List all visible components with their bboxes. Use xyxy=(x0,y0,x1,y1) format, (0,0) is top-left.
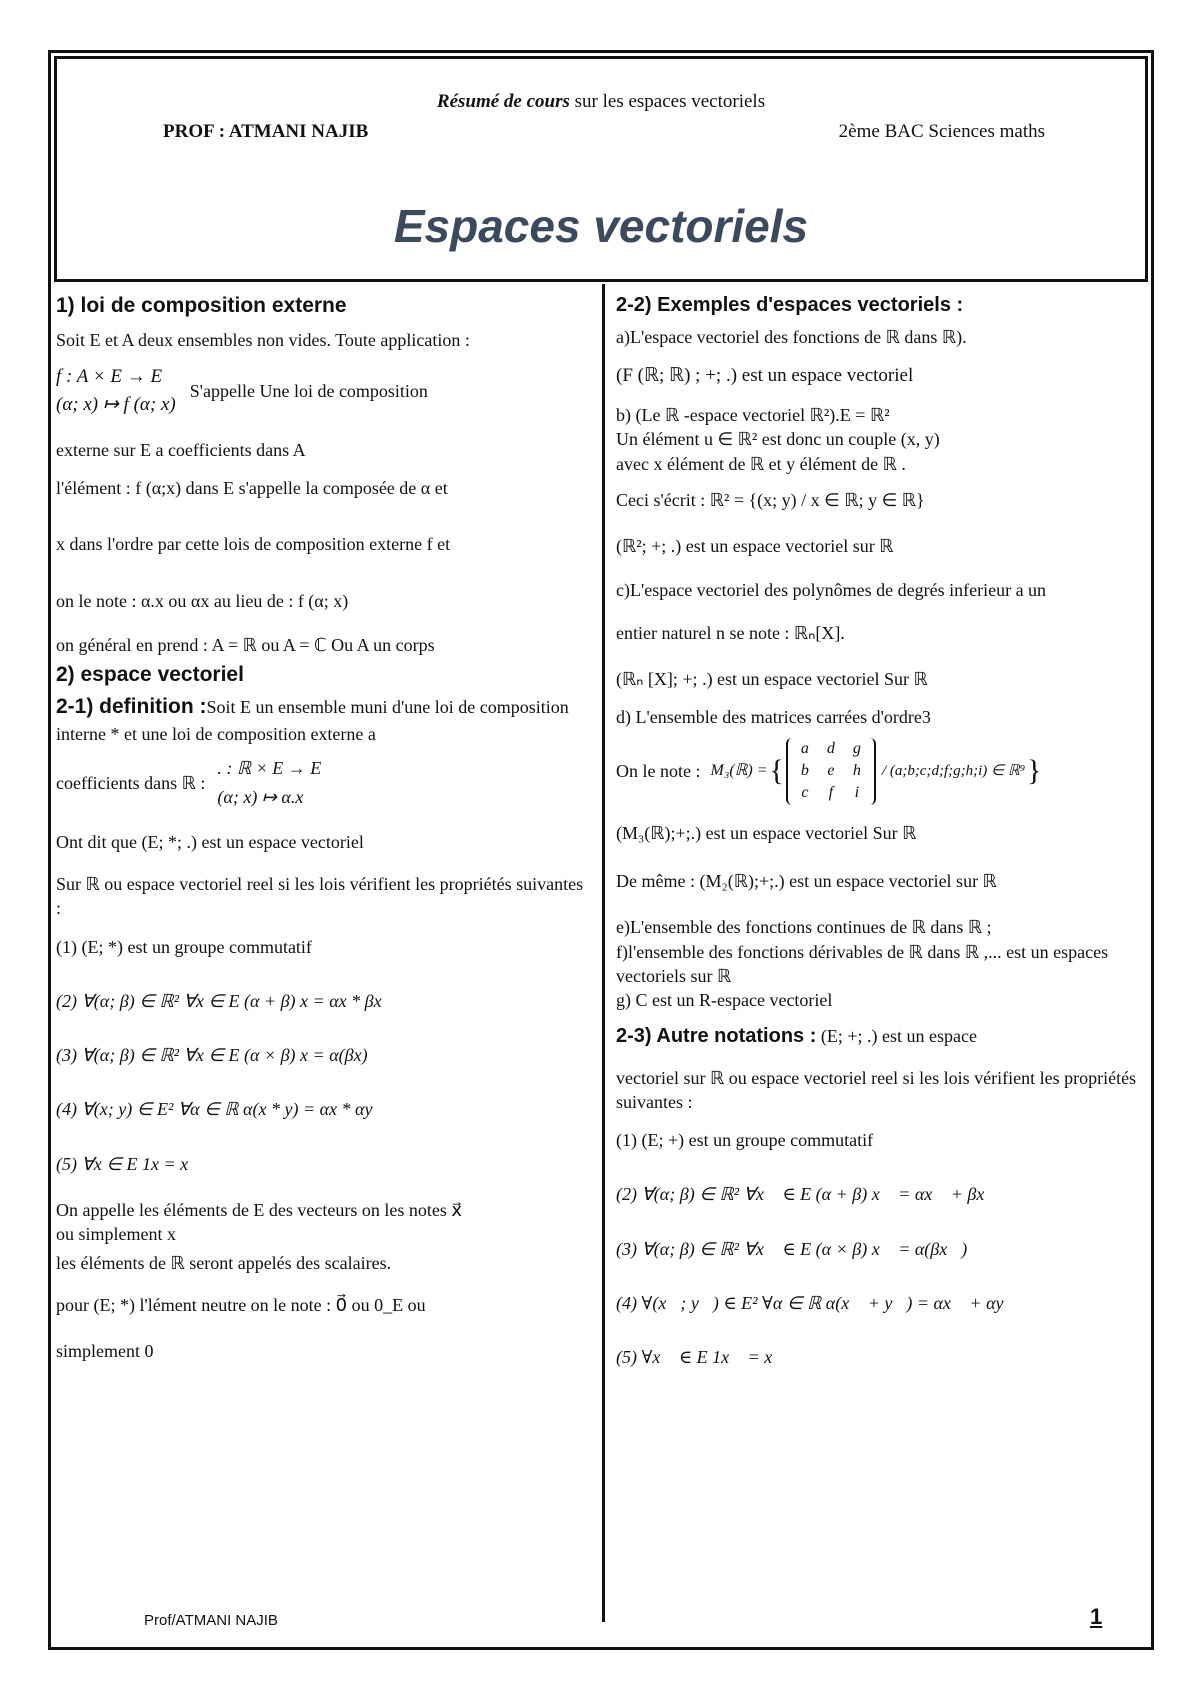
subsection-heading: 2-3) Autre notations : xyxy=(616,1024,817,1047)
axiom-1: (1) (E; *) est un groupe commutatif xyxy=(56,936,312,957)
level-line: 2ème BAC Sciences maths xyxy=(838,121,1045,142)
text: (ℝₙ [X]; +; .) est un espace vectoriel Sur ℝ xyxy=(616,669,928,690)
right-column xyxy=(616,292,1146,1370)
axiom-3: (3) ∀(α; β) ∈ ℝ² ∀x⃗ ∈ E (α × β) x⃗ = α(βx⃗) xyxy=(616,1238,968,1259)
column-divider xyxy=(602,284,605,1622)
axiom-4: (4) ∀(x; y) ∈ E² ∀α ∈ ℝ α(x * y) = αx * αy xyxy=(56,1099,373,1120)
matrix-cell: c xyxy=(801,784,809,802)
matrix-cell: h xyxy=(852,762,861,779)
brace-close: } xyxy=(1026,753,1042,787)
matrix-cell: g xyxy=(852,739,861,757)
text: coefficients dans ℝ : xyxy=(56,772,206,793)
text: ou simplement x xyxy=(56,1224,176,1245)
text: (ℝ²; +; .) est un espace vectoriel sur ℝ xyxy=(616,536,894,557)
header-box xyxy=(54,56,1148,282)
matrix-cell: b xyxy=(800,762,809,779)
matrix-3x3 xyxy=(786,738,876,805)
text: (M₃(ℝ);+;.) est un espace vectoriel Sur ℝ xyxy=(616,822,917,843)
example-a: a)L'espace vectoriel des fonctions de ℝ dans ℝ). xyxy=(616,327,967,347)
section-2-heading: 2) espace vectoriel xyxy=(56,663,244,687)
axiom-2: (2) ∀(α; β) ∈ ℝ² ∀x⃗ ∈ E (α + β) x⃗ = αx⃗ + βx⃗ xyxy=(616,1184,999,1205)
section-2-3-heading xyxy=(616,1023,1146,1050)
matrix-row xyxy=(792,760,870,782)
matrix-cell: i xyxy=(854,784,860,802)
text: externe sur E a coefficients dans A xyxy=(56,439,306,460)
text: Un élément u ∈ ℝ² est donc un couple (x, y) xyxy=(616,429,940,450)
axiom-2: (2) ∀(α; β) ∈ ℝ² ∀x ∈ E (α + β) x = αx * βx xyxy=(56,990,382,1011)
text: Soit E un ensemble muni d'une loi de composition interne * et une loi de composition externe a xyxy=(56,697,569,744)
text: on général en prend : A = ℝ ou A = ℂ Ou A un corps xyxy=(56,634,435,655)
math-line: . : ℝ × E → E xyxy=(217,758,322,779)
axiom-5: (5) ∀x⃗ ∈ E 1x⃗ = x⃗ xyxy=(616,1347,787,1368)
page-title: Espaces vectoriels xyxy=(393,200,809,252)
axiom-5: (5) ∀x ∈ E 1x = x xyxy=(56,1153,189,1174)
math-line: (α; x) ↦ α.x xyxy=(217,786,304,807)
example-e: e)L'ensemble des fonctions continues de ℝ dans ℝ ; xyxy=(616,917,992,938)
text: Ont dit que (E; *; .) est un espace vectoriel xyxy=(56,831,364,852)
text: (E; +; .) est un espace xyxy=(816,1025,977,1046)
example-f: f)l'ensemble des fonctions dérivables de ℝ dans ℝ ,... est un espaces vectoriels sur ℝ xyxy=(616,941,1109,986)
page-number: 1 xyxy=(1090,1604,1103,1629)
matrix-cell: a xyxy=(800,739,809,757)
subtitle: Résumé de cours sur les espaces vectoriels xyxy=(436,91,766,112)
matrix-cell: f xyxy=(828,784,834,802)
text: l'élément : f (α;x) dans E s'appelle la composée de α et xyxy=(56,477,448,498)
text: S'appelle Une loi de composition xyxy=(189,380,428,401)
text: on le note : α.x ou αx au lieu de : f (α; x) xyxy=(56,590,349,611)
left-column xyxy=(56,292,586,1364)
matrix-row xyxy=(792,782,870,804)
math-text: / (a;b;c;d;f;g;h;i) ∈ ℝ⁹ xyxy=(881,763,1025,780)
text: Ceci s'écrit : ℝ² = {(x; y) / x ∈ ℝ; y ∈ ℝ} xyxy=(616,489,925,510)
text: simplement 0 xyxy=(56,1341,154,1362)
author-line: PROF : ATMANI NAJIB xyxy=(163,121,369,142)
math-text: M₃(ℝ) = xyxy=(710,762,768,780)
axiom-1: (1) (E; +) est un groupe commutatif xyxy=(616,1130,874,1151)
example-b: b) (Le ℝ -espace vectoriel ℝ²).E = ℝ² xyxy=(616,404,890,425)
axiom-3: (3) ∀(α; β) ∈ ℝ² ∀x ∈ E (α × β) x = α(βx) xyxy=(56,1045,368,1066)
subsection-heading: 2-1) definition : xyxy=(56,695,207,719)
external-law xyxy=(56,754,586,812)
text: Soit E et A deux ensembles non vides. Toute application : xyxy=(56,330,470,351)
text: On appelle les éléments de E des vecteurs on les notes x⃗ xyxy=(56,1200,463,1221)
matrix-cell: e xyxy=(827,762,835,779)
brace-open: { xyxy=(769,753,784,787)
text: Sur ℝ ou espace vectoriel reel si les lois vérifient les propriétés suivantes : xyxy=(56,874,584,919)
matrix-cell: d xyxy=(826,739,835,757)
math-line: f : A × E → E xyxy=(56,365,163,387)
map-definition xyxy=(56,363,586,420)
example-c: c)L'espace vectoriel des polynômes de degrés inferieur a un xyxy=(616,580,1047,601)
example-g: g) C est un R-espace vectoriel xyxy=(616,990,833,1011)
math-line: (α; x) ↦ f (α; x) xyxy=(56,394,176,416)
text: les éléments de ℝ seront appelés des scalaires. xyxy=(56,1252,392,1273)
text: entier naturel n se note : ℝₙ[X]. xyxy=(616,622,845,643)
text: De même : (M₂(ℝ);+;.) est un espace vectoriel sur ℝ xyxy=(616,871,997,892)
text: x dans l'ordre par cette lois de composition externe f et xyxy=(56,534,451,555)
text: On le note : xyxy=(616,761,701,782)
matrix-definition xyxy=(616,738,1146,805)
footer-author: Prof/ATMANI NAJIB xyxy=(144,1612,278,1629)
text: pour (E; *) l'lément neutre on le note : 0⃗ ou 0_E ou xyxy=(56,1294,426,1315)
text: (F (ℝ; ℝ) ; +; .) est un espace vectoriel xyxy=(616,365,914,387)
text: vectoriel sur ℝ ou espace vectoriel reel si les lois vérifient les propriétés suivantes : xyxy=(616,1067,1137,1112)
matrix-row xyxy=(792,738,870,760)
section-2-2-heading: 2-2) Exemples d'espaces vectoriels : xyxy=(616,294,964,316)
text: avec x élément de ℝ et y élément de ℝ . xyxy=(616,453,906,474)
section-1-heading: 1) loi de composition externe xyxy=(56,294,347,317)
definition-paragraph xyxy=(56,693,586,746)
example-d: d) L'ensemble des matrices carrées d'ordre3 xyxy=(616,707,931,728)
axiom-4: (4) ∀(x⃗; y⃗) ∈ E² ∀α ∈ ℝ α(x⃗ + y⃗) = αx⃗ + αy⃗ xyxy=(616,1293,1018,1314)
